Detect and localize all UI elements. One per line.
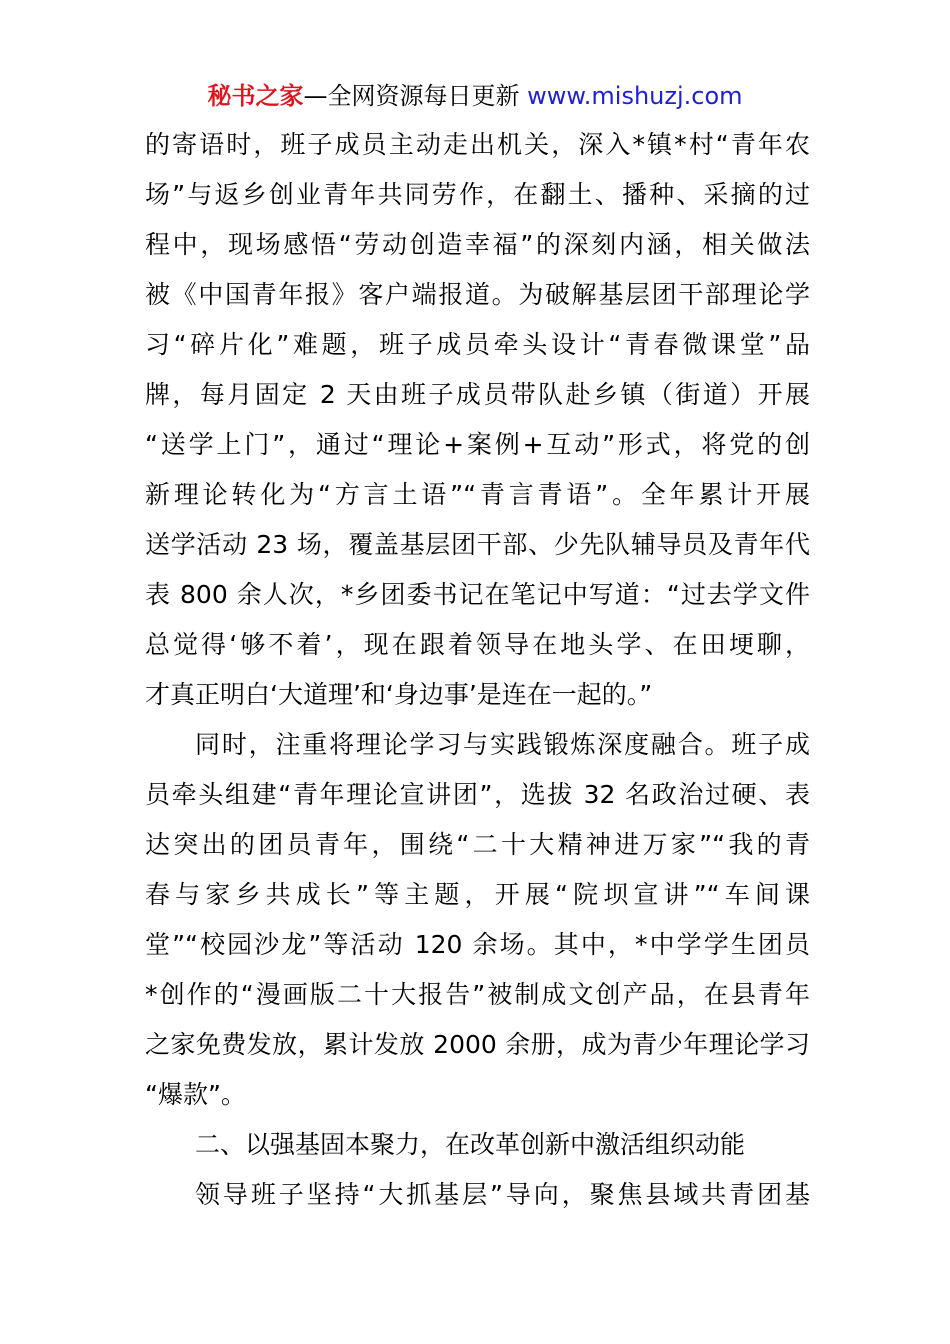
paragraph-first-line: 领导班子坚持“大抓基层”导向，聚焦县域共青团基 <box>195 1180 810 1209</box>
text-line: “送学上门”，通过“理论+案例+互动”形式，将党的创 <box>145 430 810 459</box>
text-line: 习“碎片化”难题，班子成员牵头设计“青春微课堂”品 <box>145 330 810 359</box>
text-line: 的寄语时，班子成员主动走出机关，深入*镇*村“青年农 <box>145 130 810 159</box>
text-line: 场”与返乡创业青年共同劳作，在翻土、播种、采摘的过 <box>145 180 810 209</box>
text-line: 员牵头组建“青年理论宣讲团”，选拔 32 名政治过硬、表 <box>145 780 810 809</box>
text-line: 才真正明白‘大道理’和‘身边事’是连在一起的。” <box>145 680 653 709</box>
site-url-link[interactable]: www.mishuzj.com <box>527 82 743 110</box>
section-heading: 二、以强基固本聚力，在改革创新中激活组织动能 <box>195 1130 746 1159</box>
text-line: 新理论转化为“方言土语”“青言青语”。全年累计开展 <box>145 480 810 509</box>
text-line: 送学活动 23 场，覆盖基层团干部、少先队辅导员及青年代 <box>145 530 810 559</box>
text-line: 表 800 余人次，*乡团委书记在笔记中写道：“过去学文件 <box>145 580 810 609</box>
text-line: 被《中国青年报》客户端报道。为破解基层团干部理论学 <box>145 280 810 309</box>
text-line: 堂”“校园沙龙”等活动 120 余场。其中，*中学学生团员 <box>145 930 810 959</box>
text-line: 春与家乡共成长”等主题，开展“院坝宣讲”“车间课 <box>145 880 810 909</box>
text-line: 程中，现场感悟“劳动创造幸福”的深刻内涵，相关做法 <box>145 230 810 259</box>
site-header <box>0 80 950 112</box>
text-line: 牌，每月固定 2 天由班子成员带队赴乡镇（街道）开展 <box>145 380 810 409</box>
site-brand: 秘书之家 <box>207 82 304 110</box>
text-line: 总觉得‘够不着’，现在跟着领导在地头学、在田埂聊， <box>145 630 810 659</box>
text-line: “爆款”。 <box>145 1080 246 1109</box>
text-line: 达突出的团员青年，围绕“二十大精神进万家”“我的青 <box>145 830 810 859</box>
site-slogan: —全网资源每日更新 <box>303 82 528 110</box>
text-line: *创作的“漫画版二十大报告”被制成文创产品，在县青年 <box>145 980 810 1009</box>
text-line: 之家免费发放，累计发放 2000 余册，成为青少年理论学习 <box>145 1030 810 1059</box>
paragraph-first-line: 同时，注重将理论学习与实践锻炼深度融合。班子成 <box>195 730 810 759</box>
